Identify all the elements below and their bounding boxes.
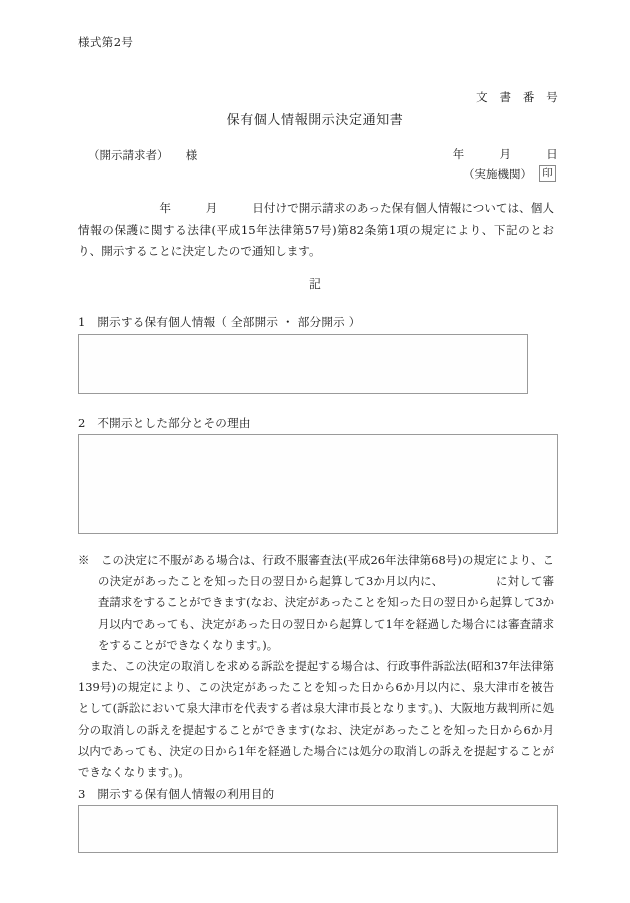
body-paragraph: 年 月 日付けで開示請求のあった保有個人情報については、個人情報の保護に関する法律(平成15年法律第57号)第82条第1項の規定により、下記のとおり、開示することに決定したので通知します。: [78, 201, 554, 258]
document-date-line: 年 月 日: [452, 147, 558, 161]
section-3-input-box[interactable]: [78, 805, 558, 853]
document-number-line: 文 書 番 号: [476, 90, 558, 104]
section-1-label: 1 開示する保有個人情報（ 全部開示 ・ 部分開示 ）: [78, 315, 361, 329]
implementing-agency-label: （実施機関）: [463, 166, 532, 181]
addressee-line: （開示請求者） 様: [88, 148, 198, 162]
note-paragraph-appeal: ※ この決定に不服がある場合は、行政不服審査法(平成26年法律第68号)の規定により、この決定があったことを知った日の翌日から起算して3か月以内に、 に対して審査請求をすることができます(なお、決定があったことを知った日の翌日から起算して3か月以内であっても、決定があった日の翌日から起算して1年を経過した場合には審査請求をすることができなくなります。)。: [78, 553, 554, 652]
form-number: 様式第2号: [78, 35, 134, 49]
section-3-label: 3 開示する保有個人情報の利用目的: [78, 787, 275, 801]
note-paragraph-litigation: また、この決定の取消しを求める訴訟を提起する場合は、行政事件訴訟法(昭和37年法律第139号)の規定により、この決定があったことを知った日から6か月以内に、泉大津市を被告として(訴訟において泉大津市を代表する者は泉大津市長となります。)、大阪地方裁判所に処分の取消しの訴えを提起することができます(なお、決定があったことを知った日から6か月以内であっても、決定の日から1年を経過した場合には処分の取消しの訴えを提起することができなくなります。)。: [78, 659, 554, 780]
section-2-input-box[interactable]: [78, 434, 558, 534]
section-2-label: 2 不開示とした部分とその理由: [78, 416, 251, 430]
implementing-agency-row: [463, 165, 556, 182]
ki-marker: 記: [309, 277, 321, 291]
page-title: 保有個人情報開示決定通知書: [226, 113, 404, 128]
section-1-input-box[interactable]: [78, 334, 528, 394]
seal-stamp-icon: 印: [539, 165, 556, 182]
legal-note-block: [78, 550, 554, 783]
